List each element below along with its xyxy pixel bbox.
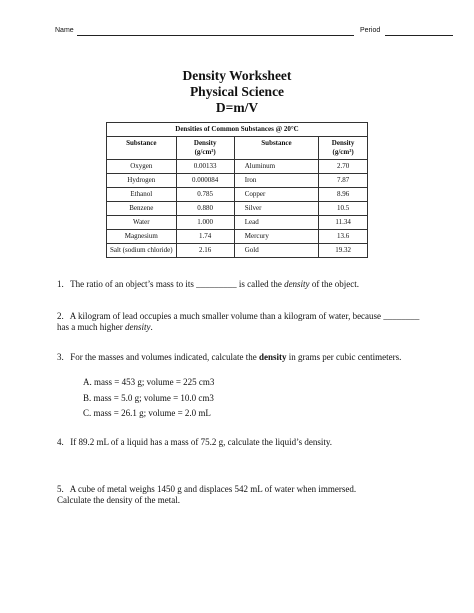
question-text: is called the	[236, 279, 285, 289]
density-header-label: Density	[193, 139, 217, 147]
substance-cell: Water	[107, 216, 177, 230]
title-line-1: Density Worksheet	[182, 68, 292, 83]
question-text: The ratio of an object’s mass to its	[70, 279, 197, 289]
density-header-unit: (g/cm³)	[194, 148, 216, 156]
title-line-3: D=m/V	[215, 100, 259, 115]
density-cell: 1.74	[176, 230, 234, 244]
substance-cell: Lead	[234, 216, 318, 230]
substance-cell: Gold	[234, 244, 318, 258]
density-cell: 2.70	[319, 160, 368, 174]
density-cell: 10.5	[319, 202, 368, 216]
density-cell: 0.880	[176, 202, 234, 216]
question-text: For the masses and volumes indicated, calculate the	[70, 352, 259, 362]
substance-cell: Iron	[234, 174, 318, 188]
question-2	[57, 311, 427, 333]
question-5	[57, 484, 427, 506]
substance-cell: Mercury	[234, 230, 318, 244]
question-text: in grams per cubic centimeters.	[286, 352, 402, 362]
question-3	[57, 352, 427, 363]
key-term: density	[124, 322, 151, 332]
question-text: If 89.2 mL of a liquid has a mass of 75.2 g, calculate the liquid’s density.	[70, 437, 333, 447]
table-row	[107, 216, 368, 230]
substance-cell: Magnesium	[107, 230, 177, 244]
title-line-2: Physical Science	[189, 84, 285, 99]
answer-blank[interactable]: _________	[196, 279, 237, 289]
density-cell: 7.87	[319, 174, 368, 188]
key-term: density	[284, 279, 310, 289]
question-number: 3.	[57, 352, 64, 362]
substance-cell: Salt (sodium chloride)	[107, 244, 177, 258]
question-text: A kilogram of lead occupies a much smaller volume than a kilogram of water, because	[69, 311, 384, 321]
question-number: 1.	[57, 279, 64, 289]
question-text: has a much higher	[57, 322, 125, 332]
question-number: 5.	[57, 484, 64, 494]
density-header-label: Density	[331, 139, 355, 147]
table-row	[107, 174, 368, 188]
answer-blank[interactable]: ________	[383, 311, 420, 321]
density-header	[176, 137, 234, 160]
table-row	[107, 244, 368, 258]
substance-cell: Copper	[234, 188, 318, 202]
key-term: density	[258, 352, 287, 362]
substance-cell: Hydrogen	[107, 174, 177, 188]
question-3-item-a: A. mass = 453 g; volume = 225 cm3	[83, 377, 215, 387]
density-cell: 2.16	[176, 244, 234, 258]
density-cell: 8.96	[319, 188, 368, 202]
table-row	[107, 230, 368, 244]
table-row	[107, 188, 368, 202]
worksheet-title	[0, 68, 474, 116]
density-cell: 19.32	[319, 244, 368, 258]
question-text: Calculate the density of the metal.	[57, 495, 180, 505]
substance-cell: Silver	[234, 202, 318, 216]
substance-cell: Oxygen	[107, 160, 177, 174]
substance-cell: Aluminum	[234, 160, 318, 174]
density-header	[319, 137, 368, 160]
density-cell: 0.785	[176, 188, 234, 202]
table-row	[107, 160, 368, 174]
question-text: of the object.	[309, 279, 360, 289]
question-1	[57, 279, 427, 290]
density-cell: 13.6	[319, 230, 368, 244]
question-text: .	[150, 322, 153, 332]
density-cell: 0.000084	[176, 174, 234, 188]
name-field[interactable]	[77, 35, 354, 36]
table-header-row	[107, 137, 368, 160]
density-table	[106, 122, 368, 258]
substance-cell: Ethanol	[107, 188, 177, 202]
name-label: Name	[55, 27, 74, 34]
substance-header: Substance	[234, 137, 318, 160]
table-row	[107, 202, 368, 216]
question-3-item-b: B. mass = 5.0 g; volume = 10.0 cm3	[83, 393, 214, 403]
question-number: 4.	[57, 437, 64, 447]
question-number: 2.	[57, 311, 64, 321]
density-cell: 0.00133	[176, 160, 234, 174]
period-label: Period	[360, 27, 381, 34]
question-3-item-c: C. mass = 26.1 g; volume = 2.0 mL	[83, 408, 211, 418]
table-caption: Densities of Common Substances @ 20°C	[107, 123, 368, 137]
question-4	[57, 437, 427, 448]
period-field[interactable]	[385, 35, 453, 36]
question-text: A cube of metal weighs 1450 g and displaces 542 mL of water when immersed.	[69, 484, 357, 494]
density-cell: 1.000	[176, 216, 234, 230]
substance-header: Substance	[107, 137, 177, 160]
substance-cell: Benzene	[107, 202, 177, 216]
density-cell: 11.34	[319, 216, 368, 230]
density-header-unit: (g/cm³)	[332, 148, 354, 156]
